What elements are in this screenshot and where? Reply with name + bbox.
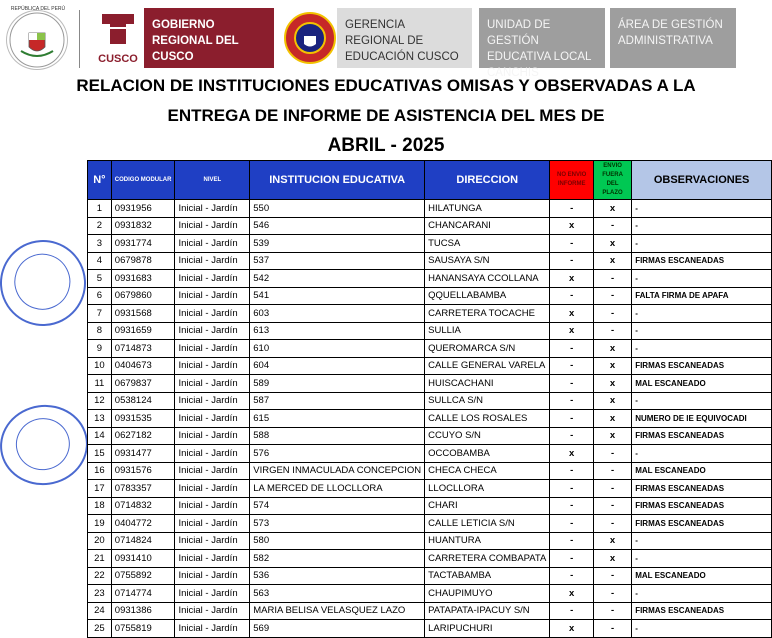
codigo-modular-cell: 0931576 [111, 462, 175, 480]
document-title-line2: ENTREGA DE INFORME DE ASISTENCIA DEL MES DE [167, 106, 605, 125]
fuera-plazo-cell: - [593, 602, 631, 620]
fuera-plazo-cell: x [593, 427, 631, 445]
codigo-modular-cell: 0931832 [111, 217, 175, 235]
direccion-cell: CHARI [425, 497, 550, 515]
no-envio-cell: x [550, 217, 594, 235]
table-row [88, 217, 772, 235]
nivel-cell: Inicial - Jardín [175, 410, 250, 428]
observacion-cell: - [632, 532, 772, 550]
row-number-cell: 13 [88, 410, 112, 428]
observacion-cell: - [632, 445, 772, 463]
table-row [88, 235, 772, 253]
fuera-plazo-cell: x [593, 340, 631, 358]
institucion-cell: 569 [250, 620, 425, 638]
row-number-cell: 16 [88, 462, 112, 480]
institucion-cell: MARIA BELISA VELASQUEZ LAZO [250, 602, 425, 620]
table-row [88, 602, 772, 620]
institucion-cell: 563 [250, 585, 425, 603]
row-number-cell: 20 [88, 532, 112, 550]
institucion-cell: 539 [250, 235, 425, 253]
institucion-cell: LA MERCED DE LLOCLLORA [250, 480, 425, 498]
no-envio-cell: - [550, 252, 594, 270]
no-envio-cell: - [550, 532, 594, 550]
codigo-modular-cell: 0931410 [111, 550, 175, 568]
nivel-cell: Inicial - Jardín [175, 375, 250, 393]
row-number-cell: 9 [88, 340, 112, 358]
nivel-cell: Inicial - Jardín [175, 340, 250, 358]
nivel-cell: Inicial - Jardín [175, 200, 250, 218]
no-envio-cell: x [550, 445, 594, 463]
direccion-cell: LARIPUCHURI [425, 620, 550, 638]
observacion-cell: - [632, 620, 772, 638]
fuera-plazo-cell: - [593, 305, 631, 323]
col-header-n: N° [88, 161, 112, 200]
gob-regional-title: GOBIERNO REGIONAL DEL CUSCO [152, 19, 239, 63]
no-envio-cell: - [550, 287, 594, 305]
row-number-cell: 12 [88, 392, 112, 410]
observacion-cell: - [632, 235, 772, 253]
nivel-cell: Inicial - Jardín [175, 217, 250, 235]
table-row [88, 567, 772, 585]
no-envio-cell: x [550, 585, 594, 603]
codigo-modular-cell: 0714824 [111, 532, 175, 550]
institucion-cell: 550 [250, 200, 425, 218]
no-envio-cell: - [550, 462, 594, 480]
observacion-cell: - [632, 270, 772, 288]
row-number-cell: 18 [88, 497, 112, 515]
area-title: ÁREA DE GESTIÓN ADMINISTRATIVA [618, 19, 723, 47]
nivel-cell: Inicial - Jardín [175, 497, 250, 515]
observacion-cell: - [632, 217, 772, 235]
institucion-cell: 541 [250, 287, 425, 305]
no-envio-cell: - [550, 497, 594, 515]
row-number-cell: 23 [88, 585, 112, 603]
nivel-cell: Inicial - Jardín [175, 620, 250, 638]
table-row [88, 287, 772, 305]
codigo-modular-cell: 0931568 [111, 305, 175, 323]
no-envio-cell: - [550, 235, 594, 253]
institucion-cell: 576 [250, 445, 425, 463]
letterhead [0, 0, 772, 79]
row-number-cell: 25 [88, 620, 112, 638]
nivel-cell: Inicial - Jardín [175, 567, 250, 585]
codigo-modular-cell: 0404772 [111, 515, 175, 533]
no-envio-cell: - [550, 427, 594, 445]
no-envio-cell: - [550, 375, 594, 393]
fuera-plazo-cell: - [593, 462, 631, 480]
institucion-cell: 603 [250, 305, 425, 323]
gerencia-seal-icon [284, 12, 336, 64]
institucion-cell: 604 [250, 357, 425, 375]
direccion-cell: SULLIA [425, 322, 550, 340]
divider [79, 10, 80, 68]
ugel-stamp-icon [0, 399, 93, 490]
no-envio-cell: x [550, 305, 594, 323]
no-envio-cell: - [550, 550, 594, 568]
fuera-plazo-cell: x [593, 410, 631, 428]
no-envio-cell: x [550, 620, 594, 638]
nivel-cell: Inicial - Jardín [175, 602, 250, 620]
table-row [88, 357, 772, 375]
fuera-plazo-cell: x [593, 375, 631, 393]
row-number-cell: 19 [88, 515, 112, 533]
no-envio-cell: - [550, 200, 594, 218]
direccion-cell: HANANSAYA CCOLLANA [425, 270, 550, 288]
institucion-cell: 536 [250, 567, 425, 585]
table-row [88, 550, 772, 568]
codigo-modular-cell: 0931774 [111, 235, 175, 253]
row-number-cell: 24 [88, 602, 112, 620]
nivel-cell: Inicial - Jardín [175, 550, 250, 568]
no-envio-cell: - [550, 480, 594, 498]
row-number-cell: 8 [88, 322, 112, 340]
observacion-cell: FALTA FIRMA DE APAFA [632, 287, 772, 305]
codigo-modular-cell: 0714873 [111, 340, 175, 358]
gob-regional-logo [94, 10, 142, 68]
table-row [88, 585, 772, 603]
row-number-cell: 22 [88, 567, 112, 585]
observacion-cell: - [632, 340, 772, 358]
row-number-cell: 3 [88, 235, 112, 253]
row-number-cell: 5 [88, 270, 112, 288]
unidad-box [479, 8, 605, 79]
direccion-cell: CHECA CHECA [425, 462, 550, 480]
codigo-modular-cell: 0755819 [111, 620, 175, 638]
col-header-nivel: NIVEL [175, 161, 250, 200]
row-number-cell: 6 [88, 287, 112, 305]
no-envio-cell: x [550, 322, 594, 340]
col-header-codigo: CODIGO MODULAR [111, 161, 175, 200]
fuera-plazo-cell: - [593, 585, 631, 603]
nivel-cell: Inicial - Jardín [175, 392, 250, 410]
codigo-modular-cell: 0783357 [111, 480, 175, 498]
col-header-fuera-plazo: ENVIO FUERA DEL PLAZO [593, 161, 631, 200]
institucion-cell: 610 [250, 340, 425, 358]
area-box [610, 8, 736, 68]
direccion-cell: CALLE LETICIA S/N [425, 515, 550, 533]
direccion-cell: CALLE GENERAL VARELA [425, 357, 550, 375]
fuera-plazo-cell: x [593, 357, 631, 375]
direccion-cell: SAUSAYA S/N [425, 252, 550, 270]
fuera-plazo-cell: x [593, 200, 631, 218]
codigo-modular-cell: 0404673 [111, 357, 175, 375]
observacion-cell: - [632, 322, 772, 340]
nivel-cell: Inicial - Jardín [175, 585, 250, 603]
codigo-modular-cell: 0627182 [111, 427, 175, 445]
observacion-cell: FIRMAS ESCANEADAS [632, 480, 772, 498]
codigo-modular-cell: 0714832 [111, 497, 175, 515]
no-envio-cell: - [550, 515, 594, 533]
row-number-cell: 2 [88, 217, 112, 235]
table-row [88, 497, 772, 515]
row-number-cell: 21 [88, 550, 112, 568]
nivel-cell: Inicial - Jardín [175, 252, 250, 270]
row-number-cell: 7 [88, 305, 112, 323]
table-row [88, 305, 772, 323]
codigo-modular-cell: 0755892 [111, 567, 175, 585]
cusco-logo-icon [98, 10, 138, 48]
codigo-modular-cell: 0931535 [111, 410, 175, 428]
table-row [88, 392, 772, 410]
gerencia-box [337, 8, 472, 68]
direccion-cell: CARRETERA TOCACHE [425, 305, 550, 323]
codigo-modular-cell: 0931659 [111, 322, 175, 340]
fuera-plazo-cell: x [593, 550, 631, 568]
table-row [88, 340, 772, 358]
institucion-cell: 580 [250, 532, 425, 550]
no-envio-cell: - [550, 392, 594, 410]
table-row [88, 445, 772, 463]
direccion-cell: QQUELLABAMBA [425, 287, 550, 305]
direccion-cell: CHAUPIMUYO [425, 585, 550, 603]
table-header-row [88, 161, 772, 200]
direccion-cell: LLOCLLORA [425, 480, 550, 498]
direccion-cell: PATAPATA-IPACUY S/N [425, 602, 550, 620]
direccion-cell: HUANTURA [425, 532, 550, 550]
observacion-cell: MAL ESCANEADO [632, 567, 772, 585]
observacion-cell: FIRMAS ESCANEADAS [632, 252, 772, 270]
codigo-modular-cell: 0931386 [111, 602, 175, 620]
fuera-plazo-cell: - [593, 445, 631, 463]
ugel-stamp-icon [0, 229, 97, 337]
institucion-cell: 546 [250, 217, 425, 235]
codigo-modular-cell: 0931477 [111, 445, 175, 463]
fuera-plazo-cell: - [593, 480, 631, 498]
col-header-direccion: DIRECCION [425, 161, 550, 200]
observacion-cell: FIRMAS ESCANEADAS [632, 602, 772, 620]
table-row [88, 252, 772, 270]
institucion-cell: 542 [250, 270, 425, 288]
observacion-cell: FIRMAS ESCANEADAS [632, 427, 772, 445]
no-envio-cell: x [550, 270, 594, 288]
table-row [88, 200, 772, 218]
nivel-cell: Inicial - Jardín [175, 235, 250, 253]
no-envio-cell: - [550, 567, 594, 585]
table-row [88, 462, 772, 480]
fuera-plazo-cell: - [593, 567, 631, 585]
table-row [88, 270, 772, 288]
document-title-line3: ABRIL - 2025 [327, 135, 445, 156]
observacion-cell: NUMERO DE IE EQUIVOCADI [632, 410, 772, 428]
row-number-cell: 11 [88, 375, 112, 393]
nivel-cell: Inicial - Jardín [175, 322, 250, 340]
table-row [88, 375, 772, 393]
table-row [88, 410, 772, 428]
no-envio-cell: - [550, 410, 594, 428]
codigo-modular-cell: 0679860 [111, 287, 175, 305]
nivel-cell: Inicial - Jardín [175, 480, 250, 498]
cusco-logo-word: CUSCO [98, 53, 138, 65]
direccion-cell: CARRETERA COMBAPATA [425, 550, 550, 568]
col-header-institucion: INSTITUCION EDUCATIVA [250, 161, 425, 200]
nivel-cell: Inicial - Jardín [175, 357, 250, 375]
institucion-cell: 537 [250, 252, 425, 270]
fuera-plazo-cell: x [593, 235, 631, 253]
fuera-plazo-cell: x [593, 392, 631, 410]
direccion-cell: CHANCARANI [425, 217, 550, 235]
no-envio-cell: - [550, 340, 594, 358]
unidad-title: UNIDAD DE GESTIÓN EDUCATIVA LOCAL CANCHIS [487, 19, 591, 79]
institucion-cell: 613 [250, 322, 425, 340]
institutions-table [87, 160, 772, 638]
fuera-plazo-cell: - [593, 497, 631, 515]
document-title-line1: RELACION DE INSTITUCIONES EDUCATIVAS OMISAS Y OBSERVADAS A LA [76, 76, 696, 95]
nivel-cell: Inicial - Jardín [175, 532, 250, 550]
row-number-cell: 10 [88, 357, 112, 375]
table-row [88, 515, 772, 533]
institucion-cell: 574 [250, 497, 425, 515]
row-number-cell: 17 [88, 480, 112, 498]
codigo-modular-cell: 0931956 [111, 200, 175, 218]
direccion-cell: TACTABAMBA [425, 567, 550, 585]
col-header-observaciones: OBSERVACIONES [632, 161, 772, 200]
institucion-cell: 587 [250, 392, 425, 410]
fuera-plazo-cell: - [593, 270, 631, 288]
institucion-cell: 615 [250, 410, 425, 428]
gob-regional-box [144, 8, 274, 68]
nivel-cell: Inicial - Jardín [175, 427, 250, 445]
observacion-cell: - [632, 585, 772, 603]
nivel-cell: Inicial - Jardín [175, 445, 250, 463]
institucion-cell: 573 [250, 515, 425, 533]
institucion-cell: 588 [250, 427, 425, 445]
fuera-plazo-cell: - [593, 515, 631, 533]
institucion-cell: 582 [250, 550, 425, 568]
fuera-plazo-cell: - [593, 322, 631, 340]
codigo-modular-cell: 0679837 [111, 375, 175, 393]
observacion-cell: - [632, 550, 772, 568]
codigo-modular-cell: 0931683 [111, 270, 175, 288]
fuera-plazo-cell: - [593, 620, 631, 638]
observacion-cell: FIRMAS ESCANEADAS [632, 497, 772, 515]
republic-label: REPÚBLICA DEL PERÚ [10, 6, 66, 12]
nivel-cell: Inicial - Jardín [175, 515, 250, 533]
observacion-cell: FIRMAS ESCANEADAS [632, 357, 772, 375]
row-number-cell: 4 [88, 252, 112, 270]
institucion-cell: 589 [250, 375, 425, 393]
fuera-plazo-cell: - [593, 287, 631, 305]
fuera-plazo-cell: x [593, 252, 631, 270]
codigo-modular-cell: 0538124 [111, 392, 175, 410]
fuera-plazo-cell: x [593, 532, 631, 550]
table-row [88, 532, 772, 550]
no-envio-cell: - [550, 602, 594, 620]
fuera-plazo-cell: - [593, 217, 631, 235]
direccion-cell: HUISCACHANI [425, 375, 550, 393]
nivel-cell: Inicial - Jardín [175, 287, 250, 305]
direccion-cell: OCCOBAMBA [425, 445, 550, 463]
no-envio-cell: - [550, 357, 594, 375]
direccion-cell: TUCSA [425, 235, 550, 253]
observacion-cell: MAL ESCANEADO [632, 462, 772, 480]
table-row [88, 427, 772, 445]
direccion-cell: CCUYO S/N [425, 427, 550, 445]
codigo-modular-cell: 0714774 [111, 585, 175, 603]
observacion-cell: MAL ESCANEADO [632, 375, 772, 393]
direccion-cell: SULLCA S/N [425, 392, 550, 410]
peru-coat-of-arms-icon [6, 10, 68, 70]
table-row [88, 322, 772, 340]
direccion-cell: QUEROMARCA S/N [425, 340, 550, 358]
direccion-cell: CALLE LOS ROSALES [425, 410, 550, 428]
observacion-cell: - [632, 305, 772, 323]
row-number-cell: 15 [88, 445, 112, 463]
direccion-cell: HILATUNGA [425, 200, 550, 218]
col-header-no-envio: NO ENVIO INFORME [550, 161, 594, 200]
nivel-cell: Inicial - Jardín [175, 270, 250, 288]
gerencia-title: GERENCIA REGIONAL DE EDUCACIÓN CUSCO [345, 19, 459, 63]
observacion-cell: FIRMAS ESCANEADAS [632, 515, 772, 533]
codigo-modular-cell: 0679878 [111, 252, 175, 270]
institucion-cell: VIRGEN INMACULADA CONCEPCION [250, 462, 425, 480]
nivel-cell: Inicial - Jardín [175, 305, 250, 323]
row-number-cell: 1 [88, 200, 112, 218]
nivel-cell: Inicial - Jardín [175, 462, 250, 480]
observacion-cell: - [632, 392, 772, 410]
table-row [88, 480, 772, 498]
row-number-cell: 14 [88, 427, 112, 445]
table-row [88, 620, 772, 638]
observacion-cell: - [632, 200, 772, 218]
